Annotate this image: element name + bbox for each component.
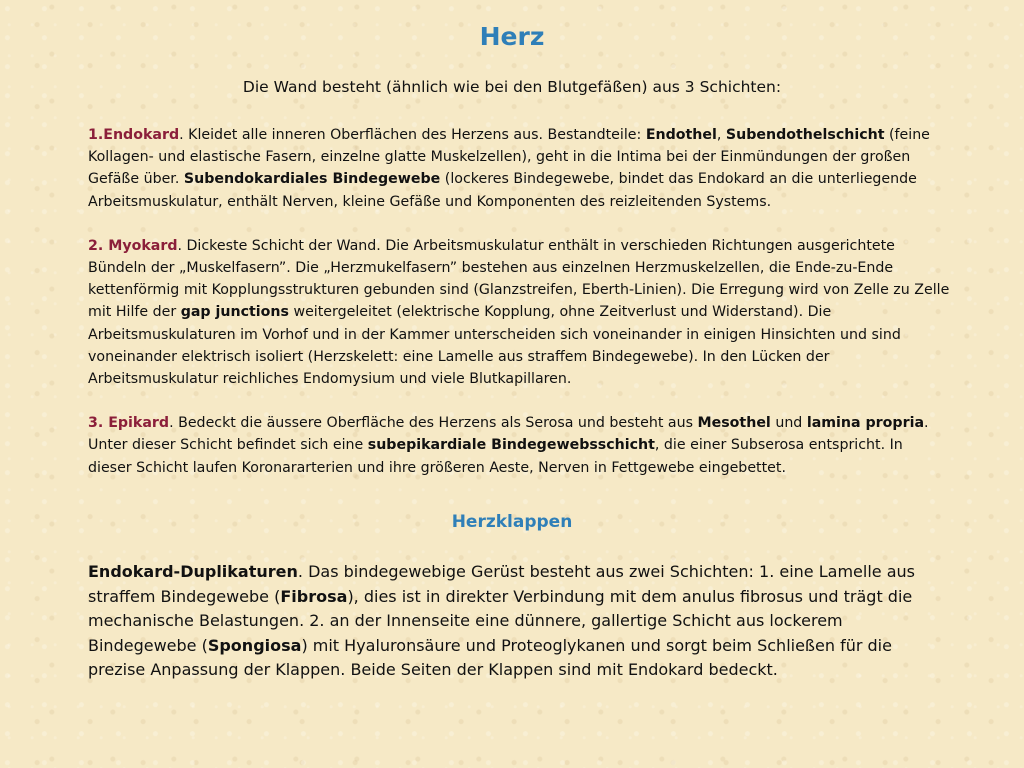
wall-layers — [88, 124, 950, 501]
slide-title: Herz — [479, 22, 545, 51]
layer-myokard — [88, 235, 950, 390]
bold-term: Subendothelschicht — [725, 127, 885, 143]
text-run: . Kleidet alle inneren Oberflächen des Herzens aus. Bestandteile: — [179, 127, 646, 143]
bold-term: Subendokardiales Bindegewebe — [183, 171, 441, 188]
valves-paragraph — [88, 560, 938, 683]
layer-term: 2. Myokard — [88, 237, 178, 254]
text-run: . Das bindegewebige Gerüst besteht aus zwei Schichten: 1. eine Lamelle aus straffem Bindegewebe ( — [88, 562, 915, 606]
text-run: , — [716, 127, 726, 143]
section-title-herzklappen: Herzklappen — [451, 512, 573, 532]
text-run: ), dies ist in direkter Verbindung mit dem anulus fibrosus und trägt die mechanische Belastungen. 2. an der Innenseite eine dünnere, gallertige Schicht aus lockerem Bindegewebe ( — [88, 586, 913, 655]
layer-body — [88, 415, 929, 475]
layer-endokard — [88, 124, 950, 213]
bold-term: Endothel — [645, 127, 717, 143]
intro-text: Die Wand besteht (ähnlich wie bei den Blutgefäßen) aus 3 Schichten: — [242, 78, 782, 96]
layer-body — [88, 238, 949, 387]
bold-term: Endokard-Duplikaturen — [88, 562, 298, 581]
layer-epikard — [88, 412, 950, 479]
layer-term: 1.Endokard — [88, 127, 180, 143]
text-run: . Bedeckt die äussere Oberfläche des Herzens als Serosa und besteht aus — [169, 415, 698, 432]
text-run: weitergeleitet (elektrische Kopplung, ohne Zeitverlust und Widerstand). Die Arbeitsmuskulaturen im Vorhof und in der Kammer unterscheiden sich voneinander in einigen Hinsichten und sind voneinander elektrisch isoliert (Herzskelett: eine Lamelle aus straffem Bindegewebe). In den Lücken der Arbeitsmuskulatur reichliches Endomysium und viele Blutkapillaren. — [88, 304, 901, 388]
text-run: ) mit Hyaluronsäure und Proteoglykanen und sorgt beim Schließen für die prezise Anpassung der Klappen. Beide Seiten der Klappen sind mit Endokard bedeckt. — [88, 635, 892, 679]
layer-body — [88, 127, 930, 210]
text-run: . Unter dieser Schicht befindet sich eine — [88, 415, 929, 454]
bold-term: Mesothel — [697, 415, 771, 432]
bold-term: gap junctions — [180, 304, 289, 321]
text-run: , die einer Subserosa entspricht. In dieser Schicht laufen Koronararterien und ihre größeren Aeste, Nerven in Fettgewebe eingebettet. — [88, 437, 903, 476]
bold-term: subepikardiale Bindegewebsschicht — [367, 437, 655, 454]
bold-term: Fibrosa — [280, 586, 348, 606]
text-run: (feine Kollagen- und elastische Fasern, einzelne glatte Muskelzellen), geht in die Intima bei der Einmündungen der großen Gefäße über. — [88, 127, 930, 188]
bold-term: Spongiosa — [207, 635, 302, 655]
layer-term: 3. Epikard — [88, 415, 170, 432]
bold-term: lamina propria — [806, 415, 925, 432]
text-run: und — [770, 415, 807, 432]
text-run: . Dickeste Schicht der Wand. Die Arbeitsmuskulatur enthält in verschieden Richtungen ausgerichtete Bündeln der „Muskelfasern”. Die „Herzmukelfasern” bestehen aus einzelnen Herzmuskelzellen, die Ende-zu-Ende kettenförmig mit Kopplungsstrukturen gebunden sind (Glanzstreifen, Eberth-Linien). Die Erregung wird von Zelle zu Zelle mit Hilfe der — [88, 237, 950, 321]
text-run: (lockeres Bindegewebe, bindet das Endokard an die unterliegende Arbeitsmuskulatur, enthält Nerven, kleine Gefäße und Komponenten des reizleitenden Systems. — [88, 171, 917, 210]
